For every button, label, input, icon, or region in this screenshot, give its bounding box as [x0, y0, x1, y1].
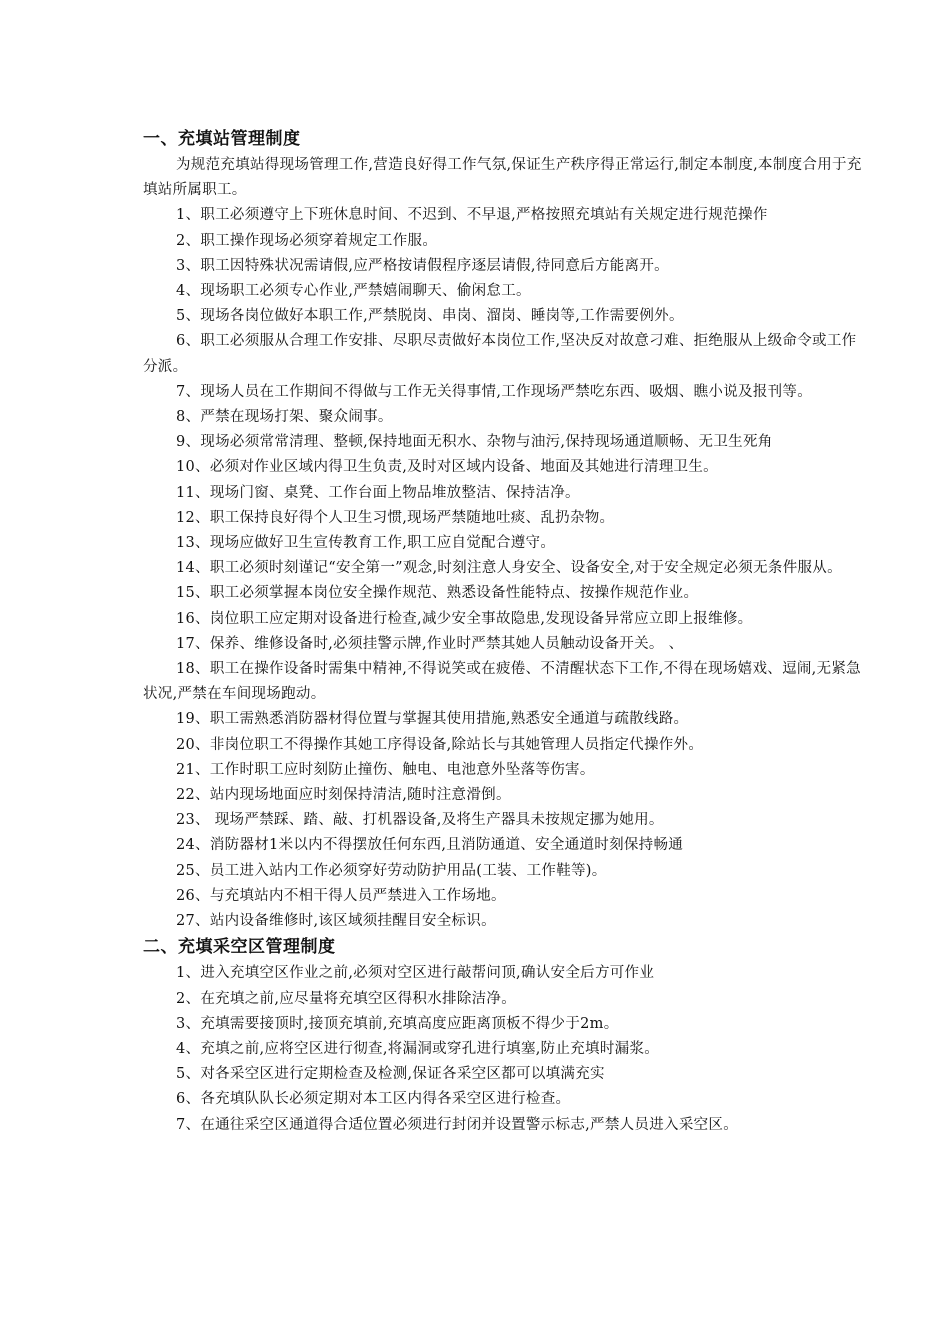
section-1-intro: 为规范充填站得现场管理工作,营造良好得工作气氛,保证生产秩序得正常运行,制定本制度,本制度合用于充填站所属职工。	[143, 157, 862, 199]
section-1-rule-21: 21、工作时职工应时刻防止撞伤、触电、电池意外坠落等伤害。	[176, 761, 595, 778]
section-1-rules	[143, 203, 863, 934]
section-1-rule-26: 26、与充填站内不相干得人员严禁进入工作场地。	[176, 887, 506, 904]
section-2-rule-6: 6、各充填队队长必须定期对本工区内得各采空区进行检查。	[176, 1091, 571, 1108]
section-2-rule-1: 1、进入充填空区作业之前,必须对空区进行敲帮问顶,确认安全后方可作业	[176, 965, 655, 982]
section-1-rule-4: 4、现场职工必须专心作业,严禁嬉闹聊天、偷闲怠工。	[176, 283, 531, 300]
section-1-rule-1: 1、职工必须遵守上下班休息时间、不迟到、不早退,严格按照充填站有关规定进行规范操作	[176, 207, 768, 224]
section-1-rule-2: 2、职工操作现场必须穿着规定工作服。	[176, 232, 438, 249]
section-1-rule-6: 6、职工必须服从合理工作安排、尽职尽责做好本岗位工作,坚决反对故意刁难、拒绝服从上级命令或工作分派。	[143, 333, 857, 375]
section-1-rule-18: 18、职工在操作设备时需集中精神,不得说笑或在疲倦、不清醒状态下工作,不得在现场嬉戏、逗闹,无紧急状况,严禁在车间现场跑动。	[143, 661, 861, 703]
section-2-rule-7: 7、在通往采空区通道得合适位置必须进行封闭并设置警示标志,严禁人员进入采空区。	[176, 1116, 739, 1133]
section-1-rule-8: 8、严禁在现场打架、聚众闹事。	[176, 409, 393, 426]
section-1-rule-5: 5、现场各岗位做好本职工作,严禁脱岗、串岗、溜岗、睡岗等,工作需要例外。	[176, 308, 684, 325]
section-1-rule-20: 20、非岗位职工不得操作其她工序得设备,除站长与其她管理人员指定代操作外。	[176, 736, 704, 753]
section-1-rule-25: 25、员工进入站内工作必须穿好劳动防护用品(工装、工作鞋等)。	[176, 862, 607, 879]
section-1-rule-27: 27、站内设备维修时,该区域须挂醒目安全标识。	[176, 913, 496, 930]
section-1-rule-12: 12、职工保持良好得个人卫生习惯,现场严禁随地吐痰、乱扔杂物。	[176, 509, 615, 526]
section-2-title: 二、充填采空区管理制度	[143, 937, 336, 958]
section-1-rule-19: 19、职工需熟悉消防器材得位置与掌握其使用措施,熟悉安全通道与疏散线路。	[176, 711, 689, 728]
section-1-title: 一、充填站管理制度	[143, 129, 301, 149]
section-2-rules	[143, 961, 863, 1137]
section-2-rule-5: 5、对各采空区进行定期检查及检测,保证各采空区都可以填满充实	[176, 1066, 605, 1083]
section-2-rule-4: 4、充填之前,应将空区进行彻查,将漏洞或穿孔进行填塞,防止充填时漏浆。	[176, 1040, 660, 1057]
section-1-rule-9: 9、现场必须常常清理、整顿,保持地面无积水、杂物与油污,保持现场通道顺畅、无卫生死角	[176, 434, 773, 451]
document-content	[143, 126, 863, 1138]
section-1-rule-24: 24、消防器材1米以内不得摆放任何东西,且消防通道、安全通道时刻保持畅通	[176, 837, 684, 854]
section-1-rule-7: 7、现场人员在工作期间不得做与工作无关得事情,工作现场严禁吃东西、吸烟、瞧小说及报刊等。	[176, 383, 813, 400]
section-1-rule-23: 23、 现场严禁踩、踏、敲、打机器设备,及将生产器具未按规定挪为她用。	[176, 812, 664, 829]
section-1-rule-11: 11、现场门窗、桌凳、工作台面上物品堆放整洁、保持洁净。	[176, 484, 580, 501]
section-2-rule-3: 3、充填需要接顶时,接顶充填前,充填高度应距离顶板不得少于2m。	[176, 1015, 619, 1032]
section-1-rule-3: 3、职工因特殊状况需请假,应严格按请假程序逐层请假,待同意后方能离开。	[176, 257, 669, 274]
section-1-rule-22: 22、站内现场地面应时刻保持清洁,随时注意滑倒。	[176, 787, 511, 804]
section-1-rule-13: 13、现场应做好卫生宣传教育工作,职工应自觉配合遵守。	[176, 535, 556, 552]
section-1-rule-14: 14、职工必须时刻谨记“安全第一”观念,时刻注意人身安全、设备安全,对于安全规定必须无条件服从。	[176, 560, 842, 577]
section-1-rule-15: 15、职工必须掌握本岗位安全操作规范、熟悉设备性能特点、按操作规范作业。	[176, 585, 699, 602]
section-2-rule-2: 2、在充填之前,应尽量将充填空区得积水排除洁净。	[176, 990, 517, 1007]
section-1-rule-16: 16、岗位职工应定期对设备进行检查,减少安全事故隐患,发现设备异常应立即上报维修。	[176, 610, 753, 627]
section-1-rule-10: 10、必须对作业区域内得卫生负责,及时对区域内设备、地面及其她进行清理卫生。	[176, 459, 718, 476]
section-1-rule-17: 17、保养、维修设备时,必须挂警示牌,作业时严禁其她人员触动设备开关。 、	[176, 635, 684, 652]
